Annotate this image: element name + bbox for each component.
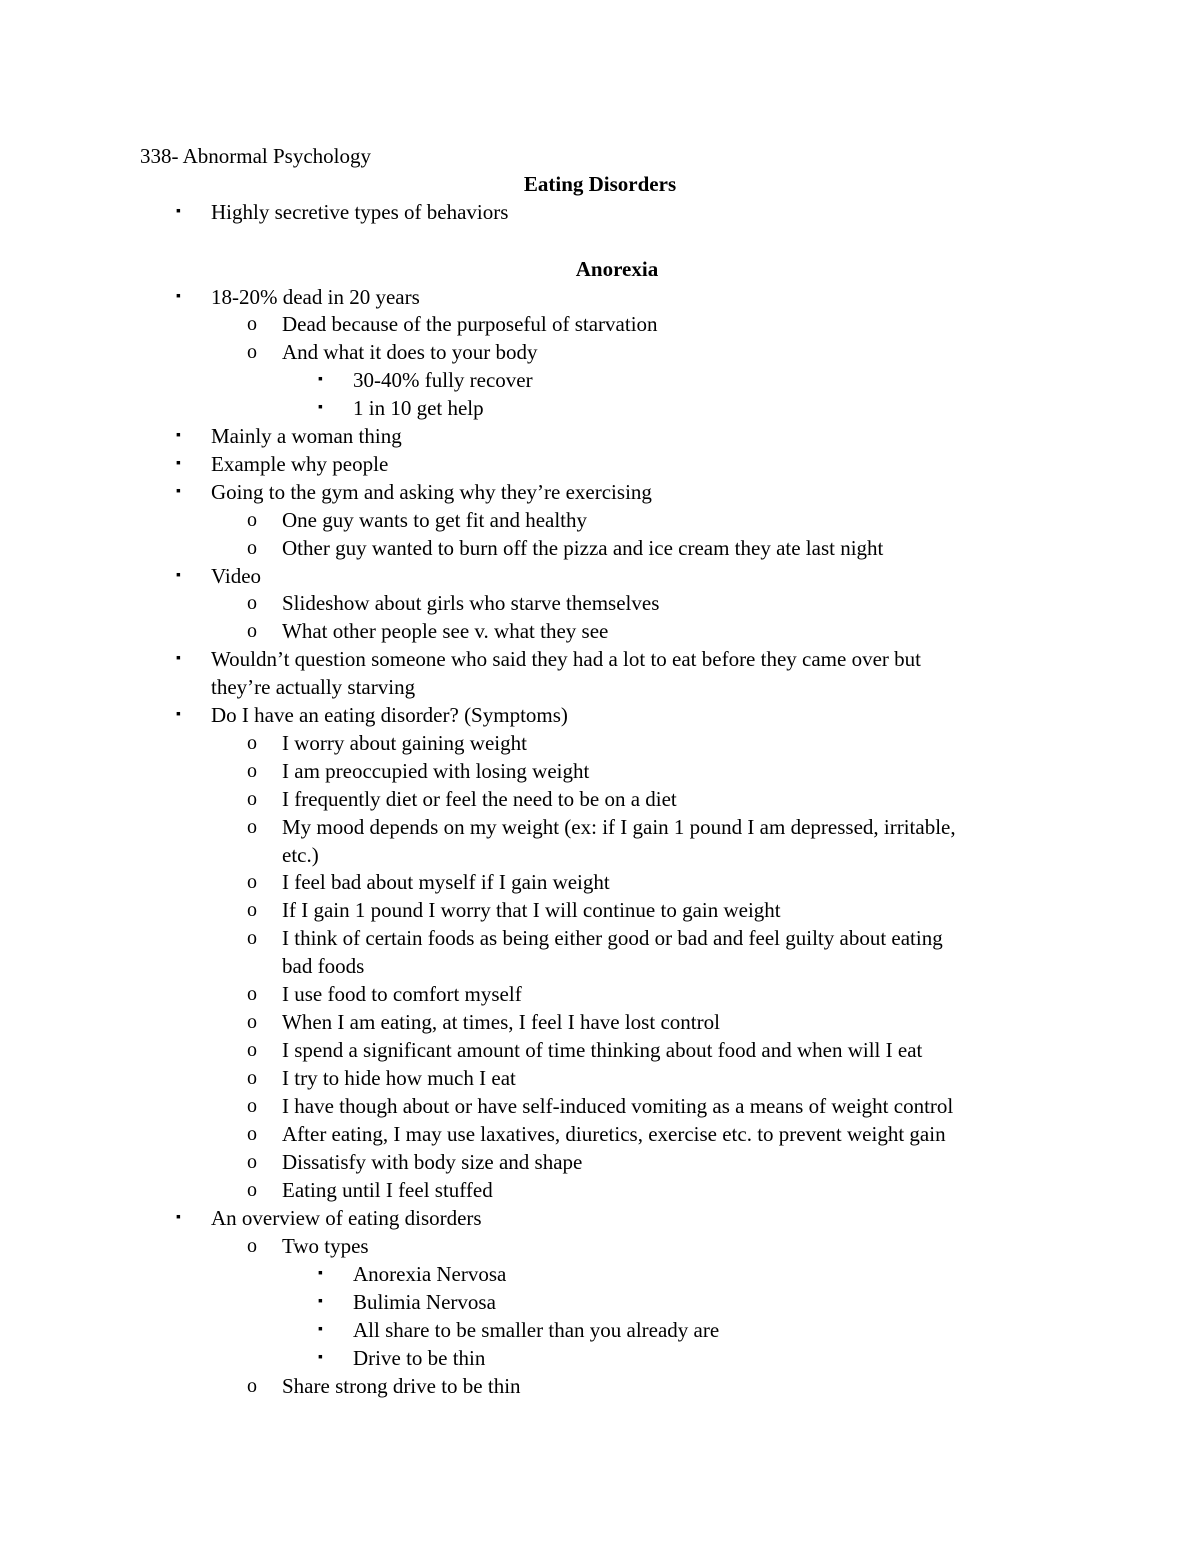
list-item-text: When I am eating, at times, I feel I have lost control — [282, 1010, 720, 1034]
list-item-text: I think of certain foods as being either good or bad and feel guilty about eating — [282, 926, 943, 950]
square-bullet-icon: ▪ — [176, 651, 181, 666]
list-item-text: Example why people — [211, 452, 389, 476]
circle-bullet-icon: o — [247, 788, 257, 810]
circle-bullet-icon: o — [247, 871, 257, 893]
circle-bullet-icon: o — [247, 1067, 257, 1089]
circle-bullet-icon: o — [247, 592, 257, 614]
list-item-text: I have though about or have self-induced vomiting as a means of weight control — [282, 1094, 954, 1118]
list-item-text: Highly secretive types of behaviors — [211, 200, 509, 224]
square-bullet-icon: ▪ — [176, 204, 181, 219]
circle-bullet-icon: o — [247, 537, 257, 559]
circle-bullet-icon: o — [247, 732, 257, 754]
square-bullet-icon: ▪ — [176, 428, 181, 443]
circle-bullet-icon: o — [247, 1123, 257, 1145]
list-item-continuation: bad foods — [282, 954, 365, 978]
circle-bullet-icon: o — [247, 1375, 257, 1397]
list-item-text: Bulimia Nervosa — [353, 1290, 496, 1314]
list-item-text: An overview of eating disorders — [211, 1206, 482, 1230]
list-item-text: Share strong drive to be thin — [282, 1374, 521, 1398]
list-item-text: One guy wants to get fit and healthy — [282, 508, 588, 532]
list-item-text: I try to hide how much I eat — [282, 1066, 516, 1090]
list-item-text: Dissatisfy with body size and shape — [282, 1150, 583, 1174]
list-item-text: I feel bad about myself if I gain weight — [282, 870, 610, 894]
section-heading: Eating Disorders — [523, 172, 677, 196]
circle-bullet-icon: o — [247, 1095, 257, 1117]
list-item-text: Two types — [282, 1234, 369, 1258]
subsection-heading: Anorexia — [575, 257, 659, 281]
list-item-text: My mood depends on my weight (ex: if I gain 1 pound I am depressed, irritable, — [282, 815, 956, 839]
list-item-text: Dead because of the purposeful of starvation — [282, 312, 658, 336]
list-item-text: Other guy wanted to burn off the pizza and ice cream they ate last night — [282, 536, 884, 560]
circle-bullet-icon: o — [247, 1179, 257, 1201]
list-item-text: Eating until I feel stuffed — [282, 1178, 493, 1202]
list-item-text: All share to be smaller than you already are — [353, 1318, 720, 1342]
list-item-text: Mainly a woman thing — [211, 424, 402, 448]
square-bullet-icon: ▪ — [176, 707, 181, 722]
circle-bullet-icon: o — [247, 1235, 257, 1257]
circle-bullet-icon: o — [247, 1039, 257, 1061]
circle-bullet-icon: o — [247, 341, 257, 363]
list-item-text: I use food to comfort myself — [282, 982, 522, 1006]
square-bullet-icon: ▪ — [318, 1322, 323, 1337]
list-item-text: What other people see v. what they see — [282, 619, 609, 643]
list-item-text: I spend a significant amount of time thinking about food and when will I eat — [282, 1038, 923, 1062]
list-item-text: I frequently diet or feel the need to be on a diet — [282, 787, 677, 811]
circle-bullet-icon: o — [247, 313, 257, 335]
list-item-text: I worry about gaining weight — [282, 731, 527, 755]
list-item-continuation: etc.) — [282, 843, 319, 867]
square-bullet-icon: ▪ — [176, 1210, 181, 1225]
list-item-text: 18-20% dead in 20 years — [211, 285, 420, 309]
list-item-text: 1 in 10 get help — [353, 396, 484, 420]
circle-bullet-icon: o — [247, 816, 257, 838]
circle-bullet-icon: o — [247, 620, 257, 642]
square-bullet-icon: ▪ — [318, 1350, 323, 1365]
list-item-text: Do I have an eating disorder? (Symptoms) — [211, 703, 568, 727]
circle-bullet-icon: o — [247, 1151, 257, 1173]
list-item-text: Wouldn’t question someone who said they had a lot to eat before they came over but — [211, 647, 921, 671]
square-bullet-icon: ▪ — [176, 456, 181, 471]
list-item-text: If I gain 1 pound I worry that I will continue to gain weight — [282, 898, 781, 922]
square-bullet-icon: ▪ — [318, 1294, 323, 1309]
list-item-text: Video — [211, 564, 262, 588]
square-bullet-icon: ▪ — [176, 484, 181, 499]
list-item-text: And what it does to your body — [282, 340, 538, 364]
list-item-text: Anorexia Nervosa — [353, 1262, 507, 1286]
list-item-text: Drive to be thin — [353, 1346, 486, 1370]
list-item-text: Slideshow about girls who starve themselves — [282, 591, 660, 615]
square-bullet-icon: ▪ — [318, 400, 323, 415]
list-item-text: I am preoccupied with losing weight — [282, 759, 590, 783]
circle-bullet-icon: o — [247, 927, 257, 949]
square-bullet-icon: ▪ — [176, 289, 181, 304]
square-bullet-icon: ▪ — [318, 372, 323, 387]
list-item-text: Going to the gym and asking why they’re exercising — [211, 480, 652, 504]
circle-bullet-icon: o — [247, 899, 257, 921]
course-title: 338- Abnormal Psychology — [140, 144, 371, 168]
circle-bullet-icon: o — [247, 509, 257, 531]
square-bullet-icon: ▪ — [176, 568, 181, 583]
circle-bullet-icon: o — [247, 983, 257, 1005]
list-item-continuation: they’re actually starving — [211, 675, 416, 699]
list-item-text: After eating, I may use laxatives, diuretics, exercise etc. to prevent weight gain — [282, 1122, 946, 1146]
list-item-text: 30-40% fully recover — [353, 368, 533, 392]
circle-bullet-icon: o — [247, 1011, 257, 1033]
square-bullet-icon: ▪ — [318, 1266, 323, 1281]
circle-bullet-icon: o — [247, 760, 257, 782]
